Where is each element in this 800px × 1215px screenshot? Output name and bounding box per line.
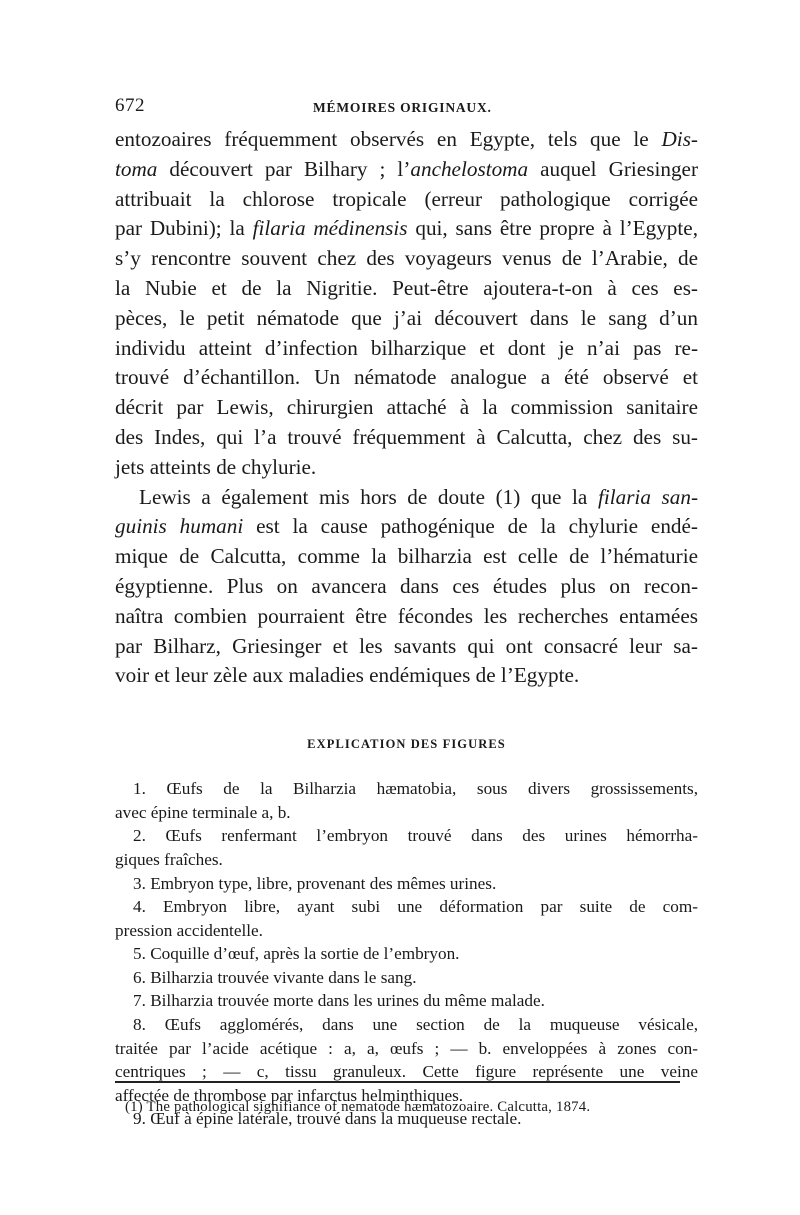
figure-item-line: 7. Bilharzia trouvée morte dans les urines du même malade. — [133, 991, 545, 1011]
page-number: 672 — [115, 95, 145, 116]
text-line: attribuait la chlorose tropicale (erreur pathologique corrigée — [115, 186, 698, 211]
paragraph-2 — [115, 483, 698, 692]
text-line: voir et leur zèle aux maladies endémiques de l’Egypte. — [115, 663, 580, 688]
figure-item-line: centriques ; — c, tissu granuleux. Cette figure représente une veine — [115, 1062, 698, 1082]
text-line: par Dubini); la filaria médinensis qui, sans être propre à l’Egypte, — [115, 216, 698, 241]
figure-explanations — [115, 777, 698, 1131]
text-line: par Bilharz, Griesinger et les savants qui ont consacré leur sa- — [115, 633, 698, 658]
text-line: toma découvert par Bilhary ; l’anchelostoma auquel Griesinger — [115, 156, 698, 181]
text-line: jets atteints de chylurie. — [115, 454, 317, 479]
running-head — [115, 95, 698, 121]
text-line: naîtra combien pourraient être fécondes les recherches entamées — [115, 603, 698, 628]
text-line: s’y rencontre souvent chez des voyageurs venus de l’Arabie, de — [115, 246, 698, 271]
figure-item-line: 3. Embryon type, libre, provenant des mêmes urines. — [133, 873, 497, 893]
figure-item-line: avec épine terminale a, b. — [115, 802, 291, 822]
text-line: individu atteint d’infection bilharzique et dont je n’ai pas re- — [115, 335, 698, 360]
text-line: mique de Calcutta, comme la bilharzia est celle de l’hématurie — [115, 544, 698, 569]
figure-item-line: pression accidentelle. — [115, 920, 263, 940]
text-line: trouvé d’échantillon. Un nématode analogue a été observé et — [115, 365, 698, 390]
running-title: MÉMOIRES ORIGINAUX. — [313, 100, 492, 115]
text-line: la Nubie et de la Nigritie. Peut-être ajoutera-t-on à ces es- — [115, 275, 698, 300]
figure-item-line: 4. Embryon libre, ayant subi une déformation par suite de com- — [133, 897, 698, 917]
text-line: égyptienne. Plus on avancera dans ces études plus on recon- — [115, 573, 698, 598]
text-line: décrit par Lewis, chirurgien attaché à la commission sanitaire — [115, 395, 698, 420]
section-heading: EXPLICATION DES FIGURES — [307, 737, 506, 752]
figure-item-line: giques fraîches. — [115, 849, 223, 869]
figure-item-line: affectée de thrombose par infarctus helminthiques. — [115, 1085, 464, 1105]
text-line: Lewis a également mis hors de doute (1) que la filaria san- — [139, 484, 698, 509]
figure-item-line: 8. Œufs agglomérés, dans une section de la muqueuse vésicale, — [133, 1015, 698, 1035]
figure-item-line: 5. Coquille d’œuf, après la sortie de l’embryon. — [133, 944, 460, 964]
text-line: entozoaires fréquemment observés en Egypte, tels que le Dis- — [115, 127, 698, 151]
figure-item-line: 2. Œufs renfermant l’embryon trouvé dans des urines hémorrha- — [133, 826, 698, 846]
figure-item-line: 1. Œufs de la Bilharzia hæmatobia, sous divers grossissements, — [133, 779, 698, 799]
text-line: pèces, le petit nématode que j’ai découvert dans le sang d’un — [115, 305, 698, 330]
footnote-rule — [115, 1081, 680, 1083]
figure-item-line: 6. Bilharzia trouvée vivante dans le sang. — [133, 967, 417, 987]
text-line: des Indes, qui l’a trouvé fréquemment à Calcutta, chez des su- — [115, 424, 698, 449]
figure-item-line: 9. Œuf à épine latérale, trouvé dans la muqueuse rectale. — [133, 1109, 522, 1129]
figure-item-line: traitée par l’acide acétique : a, a, œufs ; — b. enveloppées à zones con- — [115, 1038, 698, 1058]
text-line: guinis humani est la cause pathogénique de la chylurie endé- — [115, 514, 698, 539]
paragraph-1 — [115, 125, 698, 483]
page — [115, 95, 698, 1131]
footnote: (1) The pathological signifiance of nematode hæmatozoaire. Calcutta, 1874. — [125, 1099, 591, 1115]
